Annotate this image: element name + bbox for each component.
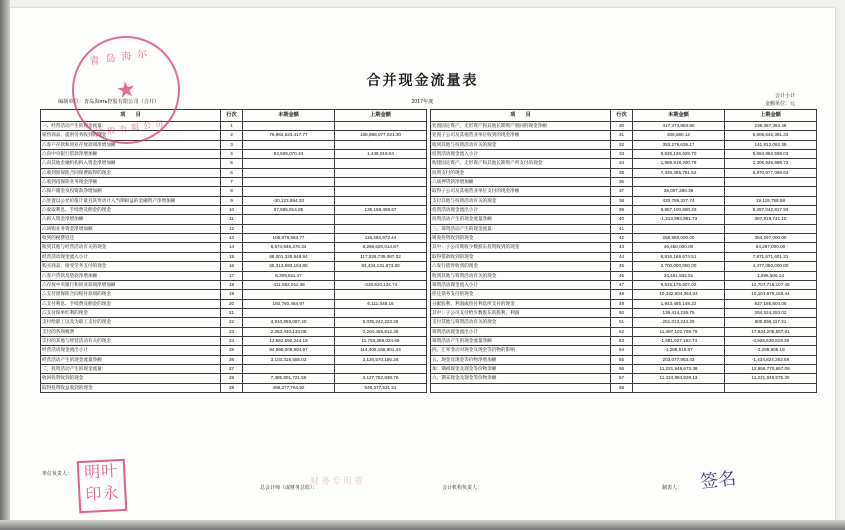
row-lineno-left: 11 bbox=[221, 215, 243, 224]
row-prior-amount-right: 10,101,575,150.44 bbox=[725, 290, 817, 299]
row-item-right: 加：期初现金及现金等价物余额 bbox=[431, 364, 611, 373]
row-lineno-left: 14 bbox=[221, 243, 243, 252]
row-lineno-left: 22 bbox=[221, 318, 243, 327]
row-lineno-right: 39 bbox=[611, 206, 633, 215]
row-lineno-left: 24 bbox=[221, 336, 243, 345]
row-prior-amount-right: 9,297,042,817.93 bbox=[725, 206, 817, 215]
row-current-amount-left: 76,982,623,417.77 bbox=[243, 131, 335, 140]
row-lineno-left: 3 bbox=[221, 140, 243, 149]
row-prior-amount-left bbox=[335, 196, 427, 205]
row-item-right: 投资支付的现金 bbox=[431, 168, 611, 177]
row-prior-amount-left bbox=[335, 159, 427, 168]
row-item-right: 处置固定资产、无形资产和其他长期资产收回的现金净额 bbox=[431, 122, 611, 131]
row-current-amount-right: -1,681,927,162.74 bbox=[633, 336, 725, 345]
row-lineno-right: 50 bbox=[611, 308, 633, 317]
cash-flow-table bbox=[40, 109, 813, 393]
row-current-amount-right: 9,857,100,600.43 bbox=[633, 206, 725, 215]
row-current-amount-left bbox=[243, 290, 335, 299]
row-lineno-right: 46 bbox=[611, 271, 633, 280]
star-icon: ★ bbox=[114, 75, 138, 104]
row-prior-amount-left bbox=[335, 178, 427, 187]
row-lineno-right: 35 bbox=[611, 168, 633, 177]
row-lineno-right: 54 bbox=[611, 346, 633, 355]
period-label: 2017年度 bbox=[411, 99, 434, 105]
row-item-right: 六、期末现金及现金等价物余额 bbox=[431, 374, 611, 383]
row-lineno-right: 58 bbox=[611, 383, 633, 392]
table-row bbox=[41, 159, 817, 168]
row-prior-amount-left: 6,111,348.16 bbox=[335, 299, 427, 308]
row-current-amount-left bbox=[243, 159, 335, 168]
row-current-amount-left: 8,674,948,270.34 bbox=[243, 243, 335, 252]
row-current-amount-right: 9,815,175,607.02 bbox=[633, 280, 725, 289]
row-prior-amount-left bbox=[335, 224, 427, 233]
row-current-amount-right: 308,660.12 bbox=[633, 131, 725, 140]
row-prior-amount-right: 354,297,000.00 bbox=[725, 234, 817, 243]
row-prior-amount-left bbox=[335, 215, 427, 224]
handwritten-signature: 签名 bbox=[699, 468, 738, 492]
row-current-amount-left bbox=[243, 187, 335, 196]
row-item-left: 经营活动产生的现金流量净额 bbox=[41, 355, 221, 364]
row-current-amount-right bbox=[633, 224, 725, 233]
scan-edge-left bbox=[0, 0, 10, 530]
row-item-left: 收到的税费返还 bbox=[41, 234, 221, 243]
row-current-amount-left: 3,103,318,555.03 bbox=[243, 355, 335, 364]
row-prior-amount-right: -3,289,605.19 bbox=[725, 346, 817, 355]
row-prior-amount-left: 546,377,531.51 bbox=[335, 383, 427, 392]
row-prior-amount-left bbox=[335, 271, 427, 280]
row-item-left: △收到再保险业务现金净额 bbox=[41, 178, 221, 187]
row-current-amount-left bbox=[243, 224, 335, 233]
header-item-right: 项 目 bbox=[431, 110, 611, 122]
unit-label-top: 会计小计 bbox=[774, 93, 795, 99]
row-current-amount-right: 353,279,636.17 bbox=[633, 140, 725, 149]
row-prior-amount-right: 367,919,741.10 bbox=[725, 215, 817, 224]
table-row bbox=[41, 243, 817, 252]
row-lineno-left: 18 bbox=[221, 280, 243, 289]
row-lineno-left: 7 bbox=[221, 178, 243, 187]
table-row bbox=[41, 336, 817, 345]
row-item-right: 收到其他与筹资活动有关的现金 bbox=[431, 271, 611, 280]
row-current-amount-right: 251,013,244.20 bbox=[633, 318, 725, 327]
row-lineno-left: 23 bbox=[221, 327, 243, 336]
table-row bbox=[41, 299, 817, 308]
row-current-amount-left bbox=[243, 140, 335, 149]
row-current-amount-left: 68,001,328,549.94 bbox=[243, 252, 335, 261]
row-item-right: 支付其他与筹资活动有关的现金 bbox=[431, 318, 611, 327]
row-lineno-left: 6 bbox=[221, 168, 243, 177]
row-lineno-right: 32 bbox=[611, 140, 633, 149]
table-row bbox=[41, 271, 817, 280]
row-current-amount-right: 7,438,385,791.52 bbox=[633, 168, 725, 177]
row-item-left: 二、投资活动产生的现金流量： bbox=[41, 364, 221, 373]
header-lineno-right: 行次 bbox=[611, 110, 633, 122]
row-item-right: 投资活动产生的现金流量净额 bbox=[431, 215, 611, 224]
row-item-left: 支付给职工以及为职工支付的现金 bbox=[41, 318, 221, 327]
row-lineno-left: 4 bbox=[221, 150, 243, 159]
table-row bbox=[41, 140, 817, 149]
row-lineno-right: 33 bbox=[611, 150, 633, 159]
row-lineno-left: 1 bbox=[221, 122, 243, 131]
row-item-left: 收到其他与经营活动有关的现金 bbox=[41, 243, 221, 252]
row-prior-amount-right: 4,477,050,000.00 bbox=[725, 262, 817, 271]
table-row bbox=[41, 374, 817, 383]
row-current-amount-right: 11,424,984,628.13 bbox=[633, 374, 725, 383]
row-prior-amount-right: 927,185,804.06 bbox=[725, 299, 817, 308]
row-lineno-left: 29 bbox=[221, 383, 243, 392]
row-item-right: 收到其他与投资活动有关的现金 bbox=[431, 140, 611, 149]
row-prior-amount-right: 2,306,945,999.72 bbox=[725, 159, 817, 168]
unit-head-label: 单位负责人： bbox=[42, 471, 73, 477]
row-lineno-left: 26 bbox=[221, 355, 243, 364]
row-lineno-right: 31 bbox=[611, 131, 633, 140]
row-current-amount-right: 38,007,280.39 bbox=[633, 187, 725, 196]
row-prior-amount-right: 19,119,758.58 bbox=[725, 196, 817, 205]
table-row bbox=[41, 364, 817, 373]
row-prior-amount-left bbox=[335, 140, 427, 149]
row-item-left: 支付的各项税费 bbox=[41, 327, 221, 336]
table-row bbox=[41, 224, 817, 233]
row-lineno-right: 56 bbox=[611, 364, 633, 373]
row-item-left: △保户储金及投资款净增加额 bbox=[41, 187, 221, 196]
accounting-head-label: 会计机构负责人： bbox=[442, 485, 483, 491]
row-current-amount-left: 106,979,963.77 bbox=[243, 234, 335, 243]
scan-edge-bottom bbox=[0, 520, 845, 530]
row-prior-amount-right: 54,297,000.00 bbox=[725, 243, 817, 252]
row-prior-amount-left: 11,753,289,024.69 bbox=[335, 336, 427, 345]
row-current-amount-left: 84,898,009,994.97 bbox=[243, 346, 335, 355]
table-row bbox=[41, 327, 817, 336]
row-current-amount-right: 2,700,000,000.00 bbox=[633, 262, 725, 271]
row-current-amount-right: 203,077,953.43 bbox=[633, 355, 725, 364]
row-prior-amount-left: 108,988,077,021.30 bbox=[335, 131, 427, 140]
header-current-left: 本期金额 bbox=[243, 110, 335, 122]
row-item-right: 偿还债务支付的现金 bbox=[431, 290, 611, 299]
row-item-left: 经营活动现金流入小计 bbox=[41, 252, 221, 261]
header-prior-left: 上期金额 bbox=[335, 110, 427, 122]
row-prior-amount-right: 264,524,253.02 bbox=[725, 308, 817, 317]
row-item-left: 支付的其他与经营活动有关的现金 bbox=[41, 336, 221, 345]
row-lineno-right: 38 bbox=[611, 196, 633, 205]
row-lineno-left: 16 bbox=[221, 262, 243, 271]
row-prior-amount-left: 1,448,019.04 bbox=[335, 150, 427, 159]
row-lineno-left: 17 bbox=[221, 271, 243, 280]
row-current-amount-left bbox=[243, 122, 335, 131]
row-prior-amount-left bbox=[335, 308, 427, 317]
row-lineno-right: 36 bbox=[611, 178, 633, 187]
row-lineno-right: 47 bbox=[611, 280, 633, 289]
row-prior-amount-right: 12,707,715,107.45 bbox=[725, 280, 817, 289]
row-current-amount-left: 82,509,070.44 bbox=[243, 150, 335, 159]
row-item-left: △收取利息、手续费及佣金的现金 bbox=[41, 206, 221, 215]
row-item-right: 购建固定资产、无形资产和其他长期资产所支付的现金 bbox=[431, 159, 611, 168]
row-prior-amount-left: 2,204,455,812.35 bbox=[335, 327, 427, 336]
row-current-amount-right: 46,450,000.00 bbox=[633, 243, 725, 252]
row-item-right: 处置子公司及其他营业单位收到的现金净额 bbox=[431, 131, 611, 140]
row-current-amount-right: 417,374,863.90 bbox=[633, 122, 725, 131]
row-prior-amount-left bbox=[335, 290, 427, 299]
row-current-amount-right: 8,625,136,628.70 bbox=[633, 150, 725, 159]
table-row bbox=[41, 150, 817, 159]
table-row bbox=[41, 234, 817, 243]
row-current-amount-left: 160,780,464.97 bbox=[243, 299, 335, 308]
row-item-left: △支付保单红利的现金 bbox=[41, 308, 221, 317]
row-item-right: 吸收投资收到的现金 bbox=[431, 234, 611, 243]
row-item-right: 筹资活动现金流入小计 bbox=[431, 280, 611, 289]
personal-square-stamp: 明叶印永 bbox=[77, 459, 128, 513]
row-current-amount-left: -111,552,911.48 bbox=[243, 280, 335, 289]
row-lineno-left: 8 bbox=[221, 187, 243, 196]
row-prior-amount-right bbox=[725, 383, 817, 392]
row-prior-amount-left: -318,610,134.74 bbox=[335, 280, 427, 289]
row-item-right: 投资活动现金流入小计 bbox=[431, 150, 611, 159]
row-item-left: △支付原保险合同赔付款项的现金 bbox=[41, 290, 221, 299]
finance-watermark: 财务专用章 bbox=[310, 476, 366, 486]
row-lineno-right: 41 bbox=[611, 224, 633, 233]
row-current-amount-left: 2,253,440,133.08 bbox=[243, 327, 335, 336]
row-lineno-right: 34 bbox=[611, 159, 633, 168]
row-item-right: 取得借款收到的现金 bbox=[431, 252, 611, 261]
row-current-amount-left bbox=[243, 168, 335, 177]
row-item-right: 分配股利、利润或偿付利息所支付的现金 bbox=[431, 299, 611, 308]
row-lineno-left: 2 bbox=[221, 131, 243, 140]
row-current-amount-left: 8,309,811.47 bbox=[243, 271, 335, 280]
row-lineno-left: 9 bbox=[221, 196, 243, 205]
row-prior-amount-right: 6,970,977,059.63 bbox=[725, 168, 817, 177]
table-row bbox=[41, 196, 817, 205]
row-current-amount-right bbox=[633, 178, 725, 187]
row-item-left: △回购业务资金净增加额 bbox=[41, 224, 221, 233]
row-current-amount-right bbox=[633, 383, 725, 392]
row-current-amount-right: 10,332,604,354.34 bbox=[633, 290, 725, 299]
row-item-right: 支付其他与投资活动有关的现金 bbox=[431, 196, 611, 205]
row-prior-amount-right: -1,434,824,282.69 bbox=[725, 355, 817, 364]
row-lineno-right: 53 bbox=[611, 336, 633, 345]
row-prior-amount-left bbox=[335, 187, 427, 196]
row-lineno-right: 44 bbox=[611, 252, 633, 261]
row-item-left: 取得投资收益收到的现金 bbox=[41, 383, 221, 392]
row-lineno-left: 27 bbox=[221, 364, 243, 373]
row-lineno-right: 43 bbox=[611, 243, 633, 252]
table-row bbox=[41, 252, 817, 261]
page-title: 合并现金流量表 bbox=[366, 74, 479, 89]
row-item-right: 三、筹资活动产生的现金流量： bbox=[431, 224, 611, 233]
row-current-amount-right: 34,461,932.51 bbox=[633, 271, 725, 280]
header-lineno-left: 行次 bbox=[221, 110, 243, 122]
row-lineno-left: 28 bbox=[221, 374, 243, 383]
row-lineno-right: 57 bbox=[611, 374, 633, 383]
row-item-left: △向中央银行借款净增加额 bbox=[41, 150, 221, 159]
row-item-left: △存放中央银行和同业款项净增加额 bbox=[41, 280, 221, 289]
prepared-by-label: 编制单位：青岛海ять控股有限公司（合并） bbox=[58, 99, 160, 105]
row-current-amount-right: -1,213,963,981.73 bbox=[633, 215, 725, 224]
row-prior-amount-right: -4,926,539,819.36 bbox=[725, 336, 817, 345]
row-item-left: 经营活动现金流出小计 bbox=[41, 346, 221, 355]
row-item-left: △客户存款和同业存放款项净增加额 bbox=[41, 140, 221, 149]
row-current-amount-right: 11,497,102,769.76 bbox=[633, 327, 725, 336]
row-lineno-right: 51 bbox=[611, 318, 633, 327]
row-prior-amount-right bbox=[725, 224, 817, 233]
row-item-left: 销售商品、提供劳务收到的现金 bbox=[41, 131, 221, 140]
paper-sheet bbox=[10, 8, 835, 520]
row-prior-amount-right: 1,696,506.14 bbox=[725, 271, 817, 280]
row-lineno-left: 19 bbox=[221, 290, 243, 299]
row-prior-amount-right: 17,634,205,567.81 bbox=[725, 327, 817, 336]
row-current-amount-left bbox=[243, 308, 335, 317]
table-row bbox=[41, 215, 817, 224]
row-lineno-left: 13 bbox=[221, 234, 243, 243]
row-lineno-right: 30 bbox=[611, 122, 633, 131]
row-item-left: △支付利息、手续费及佣金的现金 bbox=[41, 299, 221, 308]
header-item-left: 项 目 bbox=[41, 110, 221, 122]
table-row bbox=[41, 178, 817, 187]
row-lineno-left: 15 bbox=[221, 252, 243, 261]
row-prior-amount-left bbox=[335, 364, 427, 373]
table-row bbox=[41, 383, 817, 392]
row-item-right: 筹资活动现金流出小计 bbox=[431, 327, 611, 336]
row-prior-amount-left: 3,127,762,839.79 bbox=[335, 374, 427, 383]
row-current-amount-right: 1,943,485,149.22 bbox=[633, 299, 725, 308]
row-current-amount-left: 65,313,593,164.85 bbox=[243, 262, 335, 271]
row-current-amount-left bbox=[243, 364, 335, 373]
row-item-left: △收到原保险合同保费取得的现金 bbox=[41, 168, 221, 177]
row-current-amount-left: 4,910,869,087.40 bbox=[243, 318, 335, 327]
header-prior-right: 上期金额 bbox=[725, 110, 817, 122]
row-prior-amount-left: 93,434,131,873.80 bbox=[335, 262, 427, 271]
row-item-right: 其中：子公司支付给少数股东的股利、利润 bbox=[431, 308, 611, 317]
row-item-right: △质押贷款净增加额 bbox=[431, 178, 611, 187]
row-prior-amount-right: 5,609,642,391.33 bbox=[725, 131, 817, 140]
row-current-amount-right: 11,221,946,673.38 bbox=[633, 364, 725, 373]
preparer-label: 制表人： bbox=[662, 485, 683, 491]
table-row bbox=[41, 280, 817, 289]
row-prior-amount-right: 7,871,671,601.31 bbox=[725, 252, 817, 261]
row-prior-amount-right: 141,812,082.39 bbox=[725, 140, 817, 149]
total-accountant-label: 总会计师（或财务总监）： bbox=[260, 485, 318, 491]
row-current-amount-left: 468,277,764.92 bbox=[243, 383, 335, 392]
row-prior-amount-left: 5,035,242,223.28 bbox=[335, 318, 427, 327]
row-item-left: 一、经营活动产生的现金流量： bbox=[41, 122, 221, 131]
row-item-left: △处置以公允价值计量且其变动计入当期损益的金融资产净增加额 bbox=[41, 196, 221, 205]
row-prior-amount-right: 12,656,770,957.09 bbox=[725, 364, 817, 373]
table-row bbox=[41, 355, 817, 364]
row-lineno-left: 20 bbox=[221, 299, 243, 308]
row-prior-amount-left: 135,159,459.67 bbox=[335, 206, 427, 215]
row-item-right: △发行债券收到的现金 bbox=[431, 262, 611, 271]
row-item-left: 收回投资收到的现金 bbox=[41, 374, 221, 383]
row-lineno-right: 52 bbox=[611, 327, 633, 336]
row-current-amount-left bbox=[243, 215, 335, 224]
table-row bbox=[41, 187, 817, 196]
row-prior-amount-right: 9,664,962,559.03 bbox=[725, 150, 817, 159]
table-row bbox=[41, 346, 817, 355]
row-item-right: 投资活动现金流出小计 bbox=[431, 206, 611, 215]
row-lineno-left: 10 bbox=[221, 206, 243, 215]
row-item-right: 五、现金及现金等价物净增加额 bbox=[431, 355, 611, 364]
row-prior-amount-left: 115,493,972.44 bbox=[335, 234, 427, 243]
table-row bbox=[41, 206, 817, 215]
row-current-amount-right: 266,550,000.00 bbox=[633, 234, 725, 243]
row-prior-amount-left: 8,286,620,014.87 bbox=[335, 243, 427, 252]
table-row bbox=[41, 168, 817, 177]
unit-label-amount: 金额单位：元 bbox=[764, 101, 795, 107]
table-row bbox=[41, 262, 817, 271]
row-current-amount-left: 7,385,801,721.59 bbox=[243, 374, 335, 383]
row-current-amount-left: 87,555,814.85 bbox=[243, 206, 335, 215]
row-current-amount-right: 139,414,226.75 bbox=[633, 308, 725, 317]
row-lineno-right: 45 bbox=[611, 262, 633, 271]
row-lineno-left: 12 bbox=[221, 224, 243, 233]
row-prior-amount-left: 3,120,570,186.28 bbox=[335, 355, 427, 364]
row-current-amount-right: 6,816,169,674.51 bbox=[633, 252, 725, 261]
row-current-amount-right: 1,959,918,200.78 bbox=[633, 159, 725, 168]
stamp-top-text: 青岛海尔 bbox=[89, 47, 154, 68]
table-row bbox=[41, 308, 817, 317]
row-item-left: △向其他金融机构拆入资金净增加额 bbox=[41, 159, 221, 168]
row-lineno-right: 42 bbox=[611, 234, 633, 243]
row-item-left: △客户贷款及垫款净增加额 bbox=[41, 271, 221, 280]
row-current-amount-right: 420,789,327.74 bbox=[633, 196, 725, 205]
row-lineno-right: 37 bbox=[611, 187, 633, 196]
row-current-amount-left bbox=[243, 178, 335, 187]
table-row bbox=[41, 290, 817, 299]
row-prior-amount-left bbox=[335, 122, 427, 131]
stamp-bottom-text: 控股有限公司 bbox=[95, 118, 168, 138]
row-prior-amount-left bbox=[335, 168, 427, 177]
row-lineno-right: 48 bbox=[611, 290, 633, 299]
row-prior-amount-right bbox=[725, 187, 817, 196]
row-item-right: 筹资活动产生的现金流量净额 bbox=[431, 336, 611, 345]
row-lineno-right: 40 bbox=[611, 215, 633, 224]
row-lineno-left: 5 bbox=[221, 159, 243, 168]
row-item-right bbox=[431, 383, 611, 392]
row-lineno-left: 25 bbox=[221, 346, 243, 355]
row-prior-amount-right bbox=[725, 178, 817, 187]
row-item-right: 取得子公司及其他营业单位支付的现金净额 bbox=[431, 187, 611, 196]
row-lineno-right: 55 bbox=[611, 355, 633, 364]
row-lineno-left: 21 bbox=[221, 308, 243, 317]
row-item-right: 其中：子公司吸收少数股东投资收到的现金 bbox=[431, 243, 611, 252]
row-lineno-right: 49 bbox=[611, 299, 633, 308]
row-prior-amount-left: 117,526,739,087.32 bbox=[335, 252, 427, 261]
row-item-left: 购买商品、接受劳务支付的现金 bbox=[41, 262, 221, 271]
header-current-right: 本期金额 bbox=[633, 110, 725, 122]
table-row bbox=[41, 318, 817, 327]
row-item-right: 四、汇率变动对现金及现金等价物的影响 bbox=[431, 346, 611, 355]
row-prior-amount-left: 114,406,168,901.44 bbox=[335, 346, 427, 355]
row-prior-amount-right: 239,367,363.48 bbox=[725, 122, 817, 131]
row-current-amount-left: 12,562,692,244.18 bbox=[243, 336, 335, 345]
row-item-left: △拆入资金净增加额 bbox=[41, 215, 221, 224]
row-prior-amount-right: 11,221,946,675.30 bbox=[725, 374, 817, 383]
row-prior-amount-right: 605,556,117.31 bbox=[725, 318, 817, 327]
row-current-amount-left: -30,123,654.23 bbox=[243, 196, 335, 205]
row-current-amount-right: -1,289,515.67 bbox=[633, 346, 725, 355]
